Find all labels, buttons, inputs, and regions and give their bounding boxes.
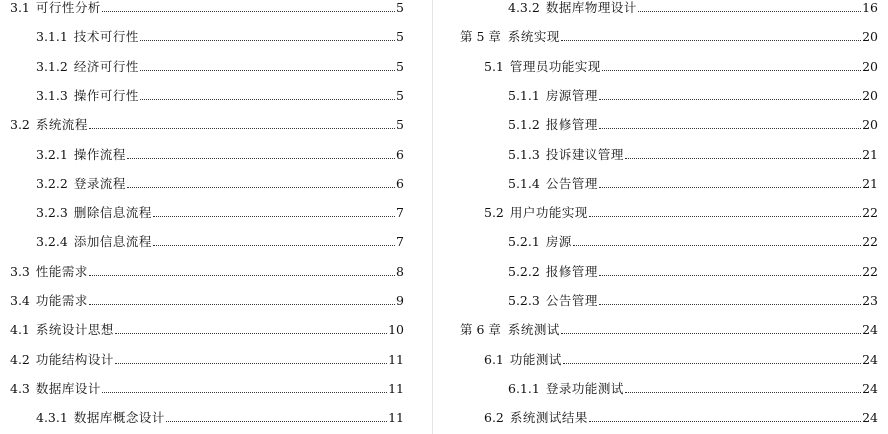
toc-entry-page-number: 11 — [388, 351, 404, 367]
toc-entry-number: 4.1 — [10, 322, 30, 338]
toc-entry-title: 系统测试结果 — [509, 410, 588, 426]
dot-leader — [127, 158, 395, 159]
toc-page-left — [0, 0, 428, 434]
dot-leader — [589, 421, 861, 422]
toc-entry-page-number: 5 — [396, 87, 404, 103]
dot-leader — [166, 421, 387, 422]
toc-entry-title: 数据库概念设计 — [73, 410, 165, 426]
toc-entry-number: 3.1 — [10, 0, 30, 15]
toc-entry-page-number: 20 — [862, 117, 878, 133]
toc-entry-page-number: 6 — [396, 146, 404, 162]
toc-entry-number: 4.3.1 — [36, 410, 68, 426]
toc-entry-title: 功能结构设计 — [35, 351, 114, 367]
toc-entry-number: 5.2.1 — [508, 234, 540, 250]
toc-entry-title: 功能需求 — [35, 293, 88, 308]
toc-entry[interactable] — [10, 0, 404, 16]
toc-entry-page-number: 20 — [862, 87, 878, 103]
toc-entry-title: 报修管理 — [545, 263, 598, 279]
toc-entry-page-number: 5 — [396, 58, 404, 74]
dot-leader — [638, 11, 861, 12]
toc-entry-page-number: 11 — [388, 410, 404, 426]
toc-entry-number: 第 5 章 — [460, 29, 501, 45]
dot-leader — [153, 245, 395, 246]
toc-entry-number: 3.2.3 — [36, 205, 68, 221]
toc-entry-number: 4.2 — [10, 351, 30, 367]
toc-entry-number: 3.1.3 — [36, 87, 68, 103]
toc-entry-title: 登录功能测试 — [545, 380, 624, 396]
toc-entry-number: 3.1.2 — [36, 58, 68, 74]
toc-entry-title: 操作流程 — [73, 146, 126, 162]
toc-entry-number: 5.1.1 — [508, 87, 540, 103]
toc-entry-page-number: 20 — [862, 29, 878, 45]
page-divider — [432, 0, 433, 434]
toc-entry-page-number: 16 — [862, 0, 878, 15]
toc-entry[interactable] — [508, 141, 878, 163]
dot-leader — [599, 275, 861, 276]
toc-entry[interactable] — [36, 23, 404, 45]
toc-entry-page-number: 20 — [862, 58, 878, 74]
toc-entry-number: 4.3.2 — [508, 0, 540, 15]
dot-leader — [563, 363, 861, 364]
toc-entry[interactable] — [36, 404, 404, 426]
dot-leader — [115, 363, 387, 364]
toc-entry-number: 4.3 — [10, 380, 30, 396]
toc-entry[interactable] — [10, 287, 404, 309]
dot-leader — [89, 275, 395, 276]
toc-entry-page-number: 23 — [862, 293, 878, 308]
toc-entry[interactable] — [460, 23, 878, 45]
toc-entry-title: 管理员功能实现 — [509, 58, 601, 74]
toc-entry-number: 5.2.3 — [508, 293, 540, 308]
toc-entry-number: 5.2.2 — [508, 263, 540, 279]
toc-entry-page-number: 7 — [396, 234, 404, 250]
toc-entry[interactable] — [10, 258, 404, 280]
toc-entry-title: 用户功能实现 — [509, 205, 588, 221]
dot-leader — [573, 245, 861, 246]
dot-leader — [89, 128, 395, 129]
toc-entry-number: 5.1 — [484, 58, 504, 74]
toc-entry-title: 系统实现 — [507, 29, 560, 45]
dot-leader — [115, 333, 387, 334]
toc-page-right — [436, 0, 888, 434]
toc-entry-number: 3.4 — [10, 293, 30, 308]
toc-entry-title: 报修管理 — [545, 117, 598, 133]
dot-leader — [599, 128, 861, 129]
dot-leader — [561, 40, 861, 41]
toc-entry-title: 功能测试 — [509, 351, 562, 367]
toc-entry-page-number: 24 — [862, 410, 878, 426]
toc-entry[interactable] — [508, 111, 878, 133]
toc-entry[interactable] — [484, 53, 878, 75]
toc-entry-title: 系统测试 — [507, 322, 560, 338]
toc-entry[interactable] — [36, 53, 404, 75]
toc-entry-title: 系统设计思想 — [35, 322, 114, 338]
dot-leader — [599, 304, 861, 305]
dot-leader — [127, 187, 395, 188]
toc-entry-title: 技术可行性 — [73, 29, 139, 45]
toc-entry-page-number: 11 — [388, 380, 404, 396]
toc-entry-page-number: 8 — [396, 263, 404, 279]
dot-leader — [561, 333, 861, 334]
toc-entry-page-number: 22 — [862, 205, 878, 221]
toc-entry-title: 公告管理 — [545, 175, 598, 191]
toc-entry-page-number: 9 — [396, 293, 404, 308]
toc-entry[interactable] — [484, 199, 878, 221]
toc-entry-number: 3.1.1 — [36, 29, 68, 45]
toc-entry[interactable] — [36, 199, 404, 221]
toc-entry-title: 性能需求 — [35, 263, 88, 279]
toc-entry[interactable] — [508, 228, 878, 250]
toc-entry[interactable] — [36, 82, 404, 104]
dot-leader — [625, 158, 861, 159]
dot-leader — [102, 11, 395, 12]
toc-entry[interactable] — [508, 0, 878, 16]
dot-leader — [102, 392, 387, 393]
toc-entry-number: 5.1.4 — [508, 175, 540, 191]
toc-entry-number: 3.2.1 — [36, 146, 68, 162]
toc-entry-title: 可行性分析 — [35, 0, 101, 15]
toc-entry[interactable] — [508, 375, 878, 397]
toc-entry[interactable] — [10, 316, 404, 338]
toc-entry-number: 3.2.2 — [36, 175, 68, 191]
dot-leader — [625, 392, 861, 393]
toc-entry-page-number: 6 — [396, 175, 404, 191]
toc-entry[interactable] — [484, 404, 878, 426]
toc-entry-number: 3.2 — [10, 117, 30, 133]
toc-entry-title: 数据库设计 — [35, 380, 101, 396]
toc-entry[interactable] — [508, 170, 878, 192]
toc-entry-page-number: 21 — [862, 175, 878, 191]
toc-entry-title: 投诉建议管理 — [545, 146, 624, 162]
toc-entry-page-number: 22 — [862, 234, 878, 250]
toc-entry-page-number: 5 — [396, 29, 404, 45]
dot-leader — [599, 187, 861, 188]
toc-entry[interactable] — [36, 141, 404, 163]
toc-entry-page-number: 22 — [862, 263, 878, 279]
dot-leader — [589, 216, 861, 217]
toc-entry-title: 房源管理 — [545, 87, 598, 103]
toc-entry-page-number: 7 — [396, 205, 404, 221]
toc-entry-number: 5.2 — [484, 205, 504, 221]
toc-entry-page-number: 21 — [862, 146, 878, 162]
toc-entry-number: 3.2.4 — [36, 234, 68, 250]
dot-leader — [89, 304, 395, 305]
toc-entry-title: 系统流程 — [35, 117, 88, 133]
toc-entry-page-number: 5 — [396, 0, 404, 15]
toc-entry-number: 第 6 章 — [460, 322, 501, 338]
toc-entry-title: 添加信息流程 — [73, 234, 152, 250]
toc-entry-title: 经济可行性 — [73, 58, 139, 74]
toc-entry[interactable] — [484, 346, 878, 368]
toc-entry-page-number: 24 — [862, 351, 878, 367]
toc-entry-page-number: 5 — [396, 117, 404, 133]
dot-leader — [153, 216, 395, 217]
toc-entry-number: 6.2 — [484, 410, 504, 426]
toc-entry-number: 5.1.2 — [508, 117, 540, 133]
toc-entry-title: 公告管理 — [545, 293, 598, 308]
toc-entry[interactable] — [10, 346, 404, 368]
toc-entry-number: 5.1.3 — [508, 146, 540, 162]
toc-entry-page-number: 24 — [862, 322, 878, 338]
toc-entry[interactable] — [460, 316, 878, 338]
toc-entry-title: 房源 — [545, 234, 572, 250]
dot-leader — [140, 40, 395, 41]
toc-entry[interactable] — [508, 82, 878, 104]
toc-entry-page-number: 10 — [388, 322, 404, 338]
toc-entry-number: 6.1 — [484, 351, 504, 367]
toc-entry-number: 6.1.1 — [508, 380, 540, 396]
dot-leader — [140, 70, 395, 71]
dot-leader — [602, 70, 861, 71]
toc-entry[interactable] — [508, 258, 878, 280]
toc-entry-title: 操作可行性 — [73, 87, 139, 103]
toc-entry[interactable] — [36, 170, 404, 192]
toc-entry-number: 3.3 — [10, 263, 30, 279]
toc-entry-page-number: 24 — [862, 380, 878, 396]
dot-leader — [599, 99, 861, 100]
toc-entry-title: 删除信息流程 — [73, 205, 152, 221]
toc-entry-title: 登录流程 — [73, 175, 126, 191]
toc-entry[interactable] — [10, 111, 404, 133]
toc-entry[interactable] — [508, 287, 878, 309]
dot-leader — [140, 99, 395, 100]
toc-entry[interactable] — [10, 375, 404, 397]
toc-entry-title: 数据库物理设计 — [545, 0, 637, 15]
toc-entry[interactable] — [36, 228, 404, 250]
